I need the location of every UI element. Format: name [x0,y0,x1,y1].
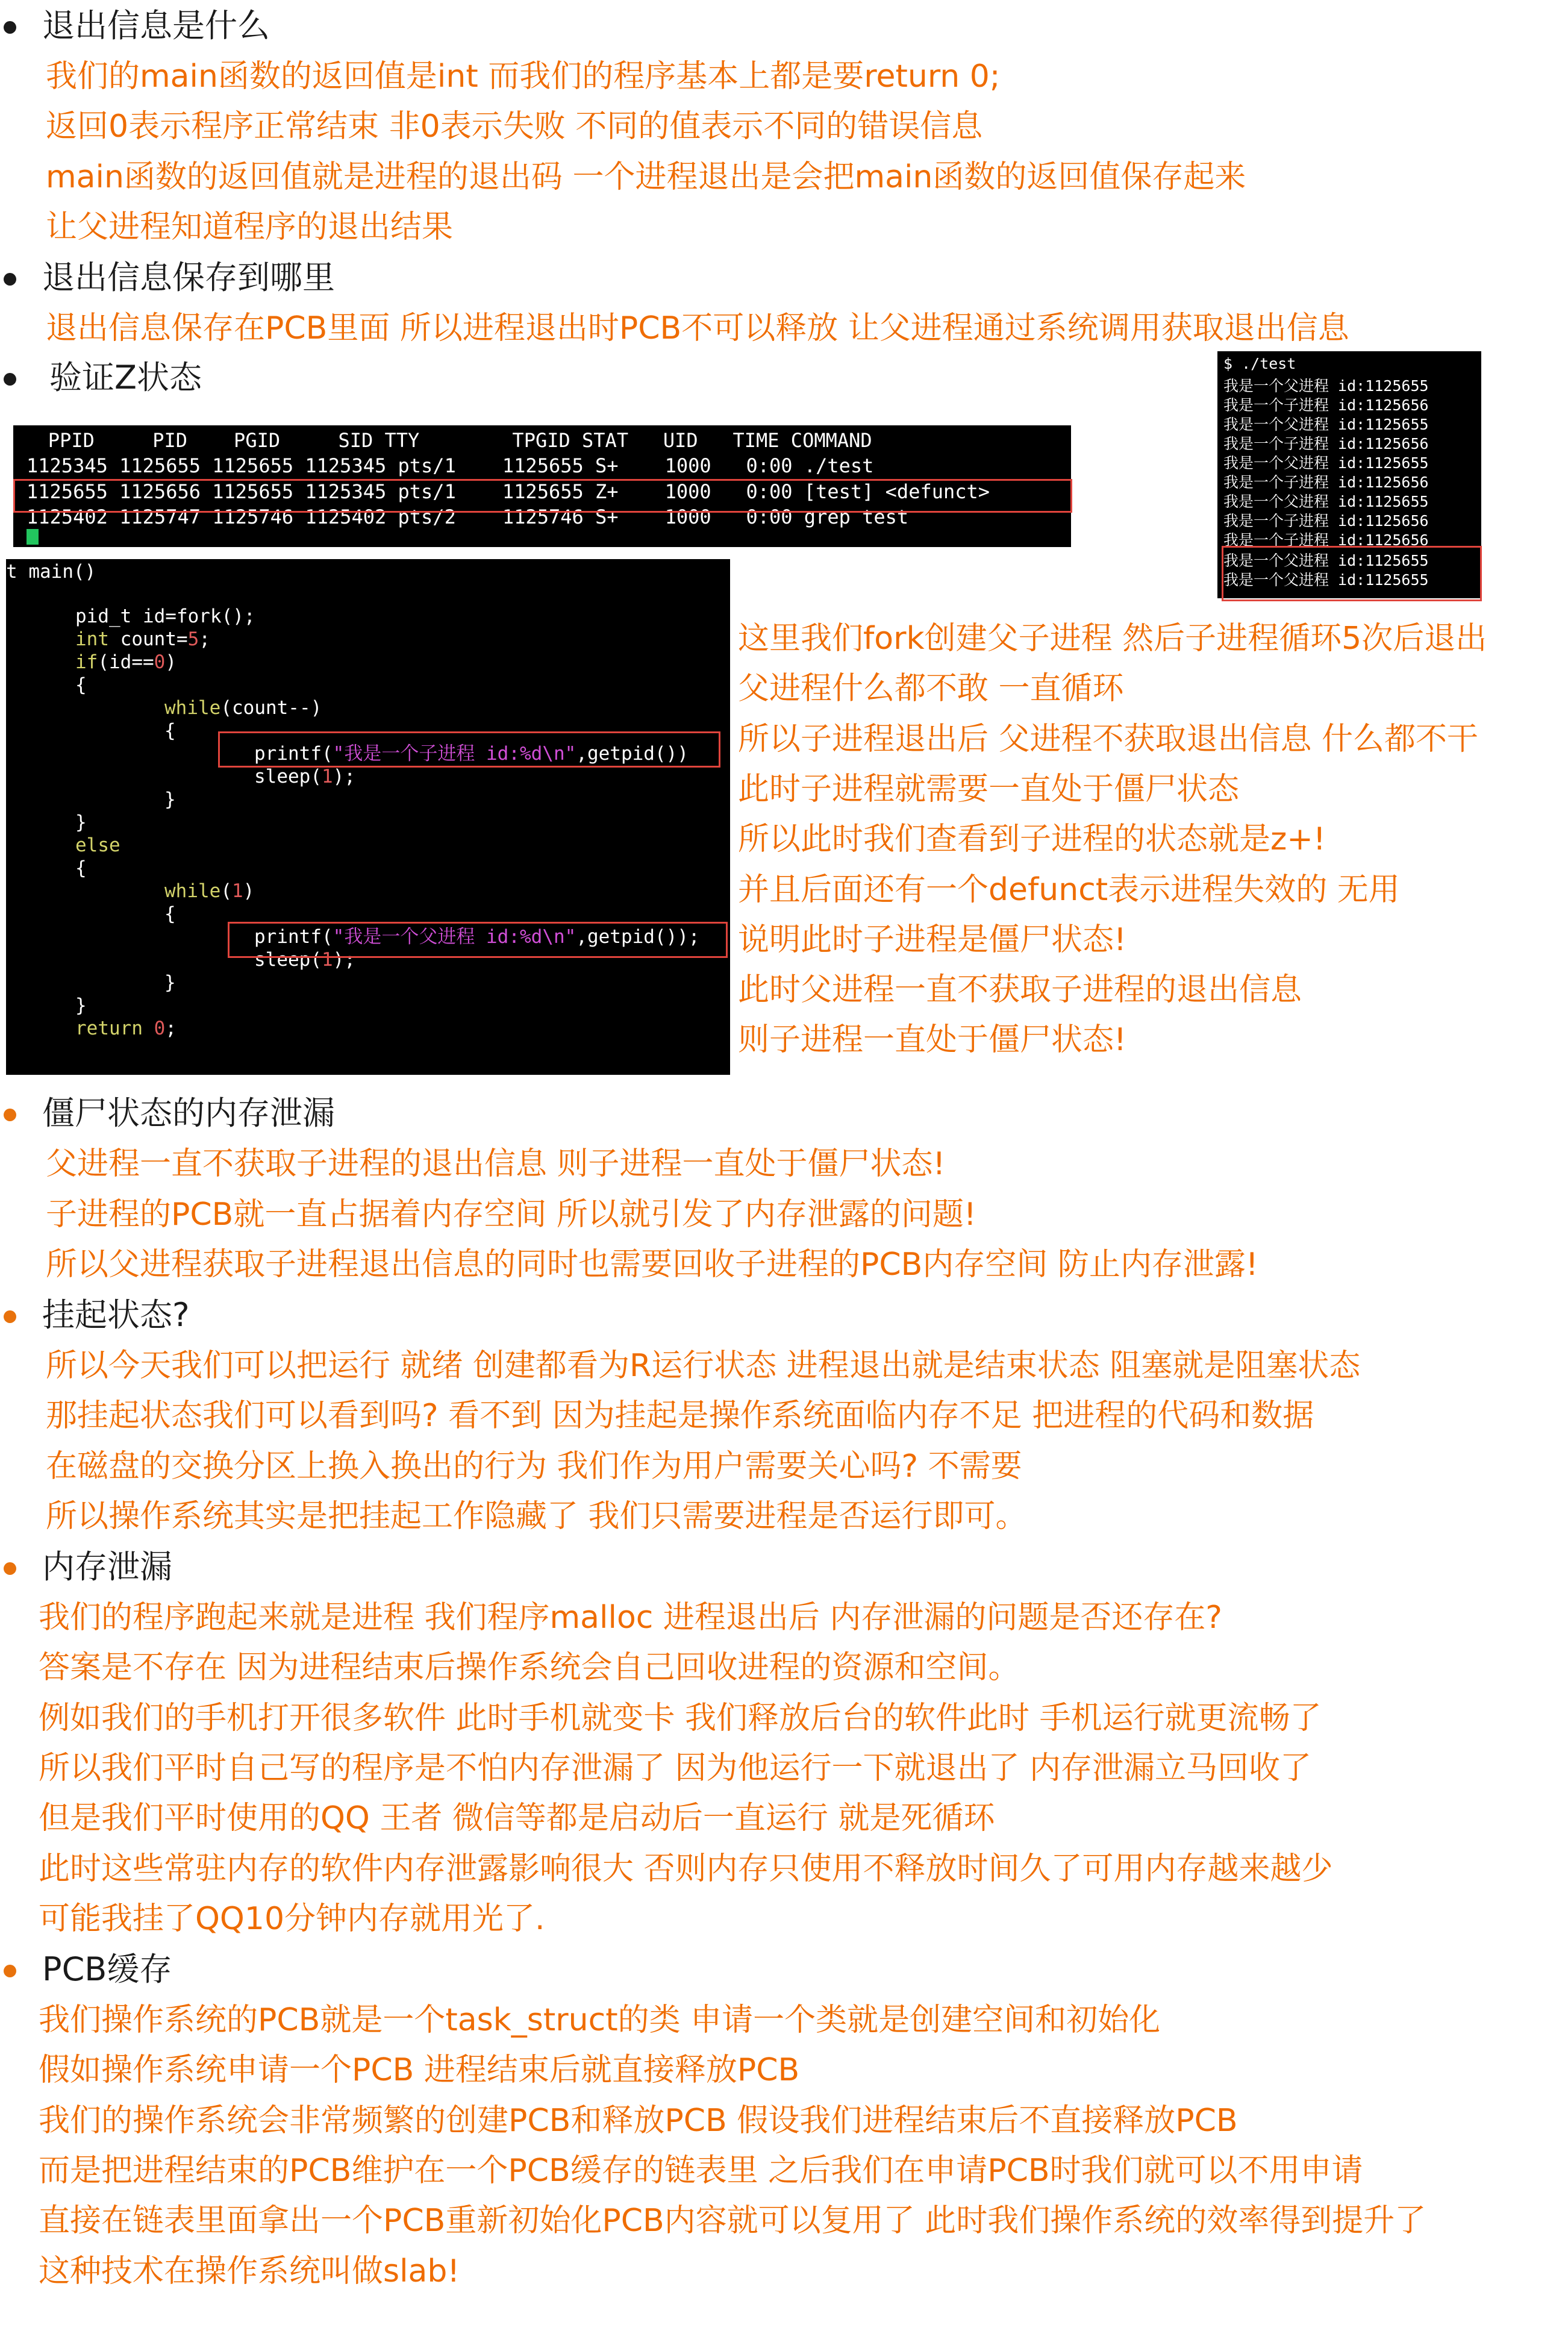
heading-pcb-cache: PCB缓存 [42,1950,172,1988]
text-line: 我们的操作系统会非常频繁的创建PCB和释放PCB 假设我们进程结束后不直接释放PCB [39,2103,1238,2139]
run-output-line: 我是一个子进程 id:1125656 [1223,396,1429,414]
heading-verify-z: 验证Z状态 [49,358,202,396]
text-line: 但是我们平时使用的QQ 王者 微信等都是启动后一直运行 就是死循环 [39,1800,995,1836]
code-text: ,getpid()); [576,926,700,948]
bullet [4,1109,16,1121]
code-line: } [164,972,176,993]
bullet [4,21,16,34]
text-line: 退出信息保存在PCB里面 所以进程退出时PCB不可以释放 让父进程通过系统调用获取退出信息 [46,310,1349,346]
code-line [164,880,254,903]
code-text: (id== [98,651,154,673]
text-line: 让父进程知道程序的退出结果 [46,209,454,245]
run-output-line: 我是一个子进程 id:1125656 [1223,474,1429,491]
run-output-line: 我是一个父进程 id:1125655 [1223,416,1429,433]
ps-row: 1125345 1125655 1125655 1125345 pts/1 1125655 S+ 1000 0:00 ./test [27,454,874,477]
code-keyword: int [75,628,109,650]
run-output-line: 我是一个父进程 id:1125655 [1223,454,1429,472]
bullet [4,1310,16,1323]
code-line: int count=5; [75,628,210,650]
code-line: if(id==0) [75,651,176,673]
terminal-cursor [27,529,39,545]
text-line: 直接在链表里面拿出一个PCB重新初始化PCB内容就可以复用了 此时我们操作系统的效率得到提升了 [39,2203,1426,2239]
code-line: { [164,903,176,925]
code-text: sleep( [254,949,322,971]
code-line [75,1017,176,1040]
text-line: 这种技术在操作系统叫做slab! [39,2253,460,2289]
text-line: 子进程的PCB就一直占据着内存空间 所以就引发了内存泄露的问题! [46,1197,976,1233]
run-output-line: 我是一个父进程 id:1125655 [1223,377,1429,395]
text-line: 所以今天我们可以把运行 就绪 创建都看为R运行状态 进程退出就是结束状态 阻塞就是阻塞状态 [46,1348,1361,1384]
run-output-line: 我是一个子进程 id:1125656 [1223,435,1429,452]
run-command: $ ./test [1223,355,1296,372]
text-line: 我们的程序跑起来就是进程 我们程序malloc 进程退出后 内存泄漏的问题是否还存在? [39,1600,1223,1636]
code-text: printf( [254,926,333,948]
bullet [4,1965,16,1977]
code-keyword: while [164,697,221,719]
text-line: 我们操作系统的PCB就是一个task_struct的类 申请一个类就是创建空间和初始化 [39,2002,1161,2038]
run-output-line: 我是一个父进程 id:1125655 [1223,571,1429,589]
ps-header: PPID PID PGID SID TTY TPGID STAT UID TIME COMMAND [13,429,872,452]
text-line: 返回0表示程序正常结束 非0表示失败 不同的值表示不同的错误信息 [46,108,983,145]
note-line: 并且后面还有一个defunct表示进程失效的 无用 [738,872,1400,908]
text-line: 在磁盘的交换分区上换入换出的行为 我们作为用户需要关心吗? 不需要 [46,1448,1022,1485]
ps-row: 1125402 1125747 1125746 1125402 pts/2 1125746 S+ 1000 0:00 grep test [27,505,909,528]
text-line: 而是把进程结束的PCB维护在一个PCB缓存的链表里 之后我们在申请PCB时我们就可以不用申请 [39,2153,1363,2189]
code-text: (count--) [220,697,322,719]
note-line: 此时父进程一直不获取子进程的退出信息 [738,972,1302,1008]
code-number: 1 [321,766,333,787]
code-line: pid_t id=fork(); [75,605,255,627]
code-text: sleep( [254,766,322,787]
text-line: 我们的main函数的返回值是int 而我们的程序基本上都是要return 0; [46,58,1001,95]
code-number: 1 [232,880,243,902]
text-line: 所以操作系统其实是把挂起工作隐藏了 我们只需要进程是否运行即可。 [46,1498,1027,1535]
text-line: 所以我们平时自己写的程序是不怕内存泄漏了 因为他运行一下就退出了 内存泄漏立马回收了 [39,1750,1312,1786]
code-line: } [75,812,87,833]
code-line: { [75,857,87,879]
note-line: 则子进程一直处于僵尸状态! [738,1022,1126,1058]
note-line: 所以此时我们查看到子进程的状态就是z+! [738,821,1326,857]
code-text: ); [333,949,355,971]
code-number: 1 [321,949,333,971]
note-line: 说明此时子进程是僵尸状态! [738,922,1126,958]
text-line: main函数的返回值就是进程的退出码 一个进程退出是会把main函数的返回值保存起来 [46,159,1246,195]
code-number: 0 [154,651,166,673]
code-keyword: while [164,880,221,902]
text-line: 答案是不存在 因为进程结束后操作系统会自己回收进程的资源和空间。 [39,1650,1020,1686]
heading-suspend: 挂起状态? [42,1296,190,1334]
text-line: 所以父进程获取子进程退出信息的同时也需要回收子进程的PCB内存空间 防止内存泄露! [46,1247,1258,1283]
note-line: 这里我们fork创建父子进程 然后子进程循环5次后退出 [738,621,1487,657]
defunct-row-highlight [13,479,1072,513]
note-line: 此时子进程就需要一直处于僵尸状态 [738,771,1240,807]
code-line [164,696,322,719]
code-text: count= [109,628,188,650]
parent-output-highlight [1222,546,1482,601]
code-line: else [75,834,120,856]
text-line: 假如操作系统申请一个PCB 进程结束后就直接释放PCB [39,2052,800,2088]
note-line: 所以子进程退出后 父进程不获取退出信息 什么都不干 [738,721,1479,757]
code-keyword: return [75,1018,143,1039]
code-line: } [164,789,176,810]
code-line: } [75,995,87,1016]
child-printf-highlight [218,731,720,768]
code-terminal [6,559,730,1075]
code-text: ( [220,880,232,902]
note-line: 父进程什么都不敢 一直循环 [738,671,1124,707]
text-line: 父进程一直不获取子进程的退出信息 则子进程一直处于僵尸状态! [46,1146,946,1182]
code-text: ; [165,1018,176,1039]
heading-memory-leak: 内存泄漏 [42,1548,172,1586]
heading-exit-info: 退出信息是什么 [42,7,270,45]
heading-exit-saved: 退出信息保存到哪里 [42,258,335,296]
code-keyword: if [75,651,98,673]
code-line: t main() [6,561,96,583]
text-line: 可能我挂了QQ10分钟内存就用光了. [39,1901,545,1937]
code-text: printf( [254,743,333,765]
text-line: 例如我们的手机打开很多软件 此时手机就变卡 我们释放后台的软件此时 手机运行就更流畅了 [39,1700,1322,1736]
code-line: { [164,720,176,742]
run-output-line: 我是一个父进程 id:1125655 [1223,493,1429,510]
ps-row: 1125655 1125656 1125655 1125345 pts/1 1125655 Z+ 1000 0:00 [test] <defunct> [27,480,990,503]
code-text: ) [243,880,255,902]
heading-zombie-leak: 僵尸状态的内存泄漏 [42,1094,335,1132]
text-line: 此时这些常驻内存的软件内存泄露影响很大 否则内存只使用不释放时间久了可用内存越来越少 [39,1851,1333,1887]
code-number: 5 [187,628,199,650]
bullet [4,273,16,286]
code-text: ); [333,766,355,787]
text-line: 那挂起状态我们可以看到吗? 看不到 因为挂起是操作系统面临内存不足 把进程的代码和数据 [46,1398,1314,1434]
code-line: { [75,674,87,696]
code-string: "我是一个子进程 id:%d\n" [333,743,576,765]
bullet [4,1562,16,1575]
code-text: ,getpid()) [576,743,689,765]
run-output-line: 我是一个子进程 id:1125656 [1223,512,1429,530]
code-number: 0 [154,1018,166,1039]
code-line [254,765,355,788]
bullet [4,373,16,386]
run-output-line: 我是一个子进程 id:1125656 [1223,531,1429,549]
run-output-line: 我是一个父进程 id:1125655 [1223,552,1429,569]
parent-printf-highlight [228,922,728,958]
code-string: "我是一个父进程 id:%d\n" [333,926,576,948]
